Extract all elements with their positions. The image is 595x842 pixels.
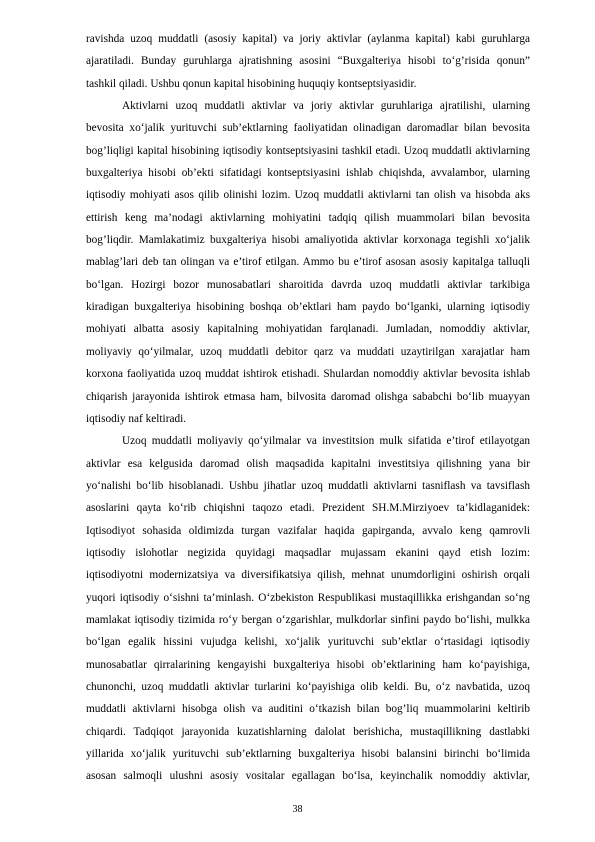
text-line: Uzoq muddatli moliyaviy qo‘yilmalar va investitsion mulk sifatida e’tirof etilayotgan — [122, 435, 530, 448]
text-line: mamlakat iqtisodiy tizimida ro‘y bergan o‘zgarishlar, mulkdorlar sinfini paydo bo‘lishi, mulkka — [86, 613, 530, 626]
text-line: ettirish keng ma’nodagi aktivlarning mohiyatini tadqiq qilish muammolari bilan bevosita — [86, 211, 530, 224]
paragraph — [86, 95, 530, 430]
text-line: yo‘nalishi bo‘lib hisoblanadi. Ushbu jihatlar uzoq muddatli aktivlarni tasniflash va tavsiflash — [86, 479, 530, 492]
text-line: yillarida xo‘jalik yurituvchi sub’ektlarning buxgalteriya hisobi balansini birinchi bo‘limida — [86, 748, 530, 760]
text-line: bo‘lgan. Hozirgi bozor munosabatlari sharoitida davrda uzoq muddatli aktivlar tarkibiga — [86, 278, 530, 291]
text-line: asosan salmoqli ulushni asosiy vositalar egallagan bo‘lsa, keyinchalik nomoddiy aktivlar, — [86, 770, 530, 783]
text-line: iqtisodiy islohotlar negizida quyidagi maqsadlar mujassam ekanini qayd etish lozim: — [86, 546, 530, 559]
text-line: tashkil qiladi. Ushbu qonun kapital hisobining huquqiy kontseptsiyasidir. — [86, 77, 417, 90]
text-line: bo‘lgan egalik hissini vujudga kelishi, xo‘jalik yurituvchi sub’ektlar o‘rtasidagi iqtisodiy — [86, 636, 530, 649]
text-line: iqtisodiy mohiyati asos qilib olinishi lozim. Uzoq muddatli aktivlarni tan olish va hisobda aks — [86, 189, 530, 202]
paragraph — [86, 430, 530, 788]
text-line: buxgalteriya hisobi ob’ekti sifatidagi kontseptsiyasini ishlab chiqishda, avvalambor, ularning — [86, 167, 530, 180]
text-line: yuqori iqtisodiy o‘sishni ta’minlash. O‘zbekiston Respublikasi mustaqillikka erishgandan so‘ng — [86, 591, 530, 604]
text-line: kiradigan buxgalteriya hisobining boshqa ob’ektlari ham paydo bo‘lganki, ularning iqtisodiy — [86, 301, 530, 314]
text-line: Iqtisodiyot sohasida oldimizda turgan vazifalar haqida gapirganda, avvalo keng qamrovli — [86, 524, 530, 537]
text-line: aktivlar esa kelgusida daromad olish maqsadida kapitalni investitsiya qilishning yana bir — [86, 457, 530, 470]
paragraph — [86, 28, 530, 95]
text-line: ravishda uzoq muddatli (asosiy kapital) va joriy aktivlar (aylanma kapital) kabi guruhlarga — [86, 33, 530, 45]
text-line: bog’liqligi kapital hisobining iqtisodiy kontseptsiyasini tashkil etadi. Uzoq muddatli aktivlarning — [86, 144, 530, 157]
page-number: 38 — [292, 804, 303, 815]
document-body — [86, 28, 530, 788]
text-line: chiqarish jarayonida ishtirok etmasa ham, bilvosita daromad olishga sababchi bo‘lib muayyan — [86, 390, 530, 403]
text-line: Aktivlarni uzoq muddatli aktivlar va joriy aktivlar guruhlariga ajratilishi, ularning — [122, 100, 530, 113]
text-line: chiqardi. Tadqiqot jarayonida kuzatishlarning dalolat berishicha, mustaqillikning dastlabki — [86, 725, 530, 738]
text-line: mohiyati albatta asosiy kapitalning mohiyatidan farqlanadi. Jumladan, nomoddiy aktivlar, — [86, 323, 530, 336]
text-line: muddatli aktivlarni hisobga olish va auditini o‘tkazish bilan bog’liq muammolarini keltirib — [86, 703, 530, 716]
text-line: bog’liqdir. Mamlakatimiz buxgalteriya hisobi amaliyotida aktivlar korxonaga tegishli xo‘jalik — [86, 234, 530, 247]
text-line: iqtisodiyotni modernizatsiya va diversifikatsiya qilish, mehnat unumdorligini oshirish orqali — [86, 569, 530, 582]
text-line: asoslarini qayta ko‘rib chiqishni taqozo etadi. Prezident SH.M.Mirziyoev ta’kidlaganidek: — [86, 502, 530, 515]
text-line: bevosita xo‘jalik yurituvchi sub’ektlarning faoliyatidan olinadigan daromadlar bilan bevosita — [86, 122, 530, 135]
text-line: korxona faoliyatida uzoq muddat ishtirok etishadi. Shulardan nomoddiy aktivlar bevosita ishlab — [86, 368, 530, 381]
text-line: chunonchi, uzoq muddatli aktivlar turlarini ko‘payishiga olib keldi. Bu, o‘z navbatida, uzoq — [86, 680, 530, 693]
text-line: munosabatlar qirralarining kengayishi buxgalteriya hisobi ob’ektlarining ham ko‘payishiga, — [86, 658, 530, 671]
text-line: moliyaviy qo‘yilmalar, uzoq muddatli debitor qarz va muddati uzaytirilgan xarajatlar ham — [86, 345, 530, 358]
text-line: mablag’lari deb tan olingan va e’tirof etilgan. Ammo bu e’tirof asosan asosiy kapitalga talluqli — [86, 256, 530, 269]
text-line: ajaratiladi. Bunday guruhlarga ajratishning asosini “Buxgalteriya hisobi to‘g’risida qonun” — [86, 55, 530, 68]
text-line: iqtisodiy naf keltiradi. — [86, 412, 187, 425]
